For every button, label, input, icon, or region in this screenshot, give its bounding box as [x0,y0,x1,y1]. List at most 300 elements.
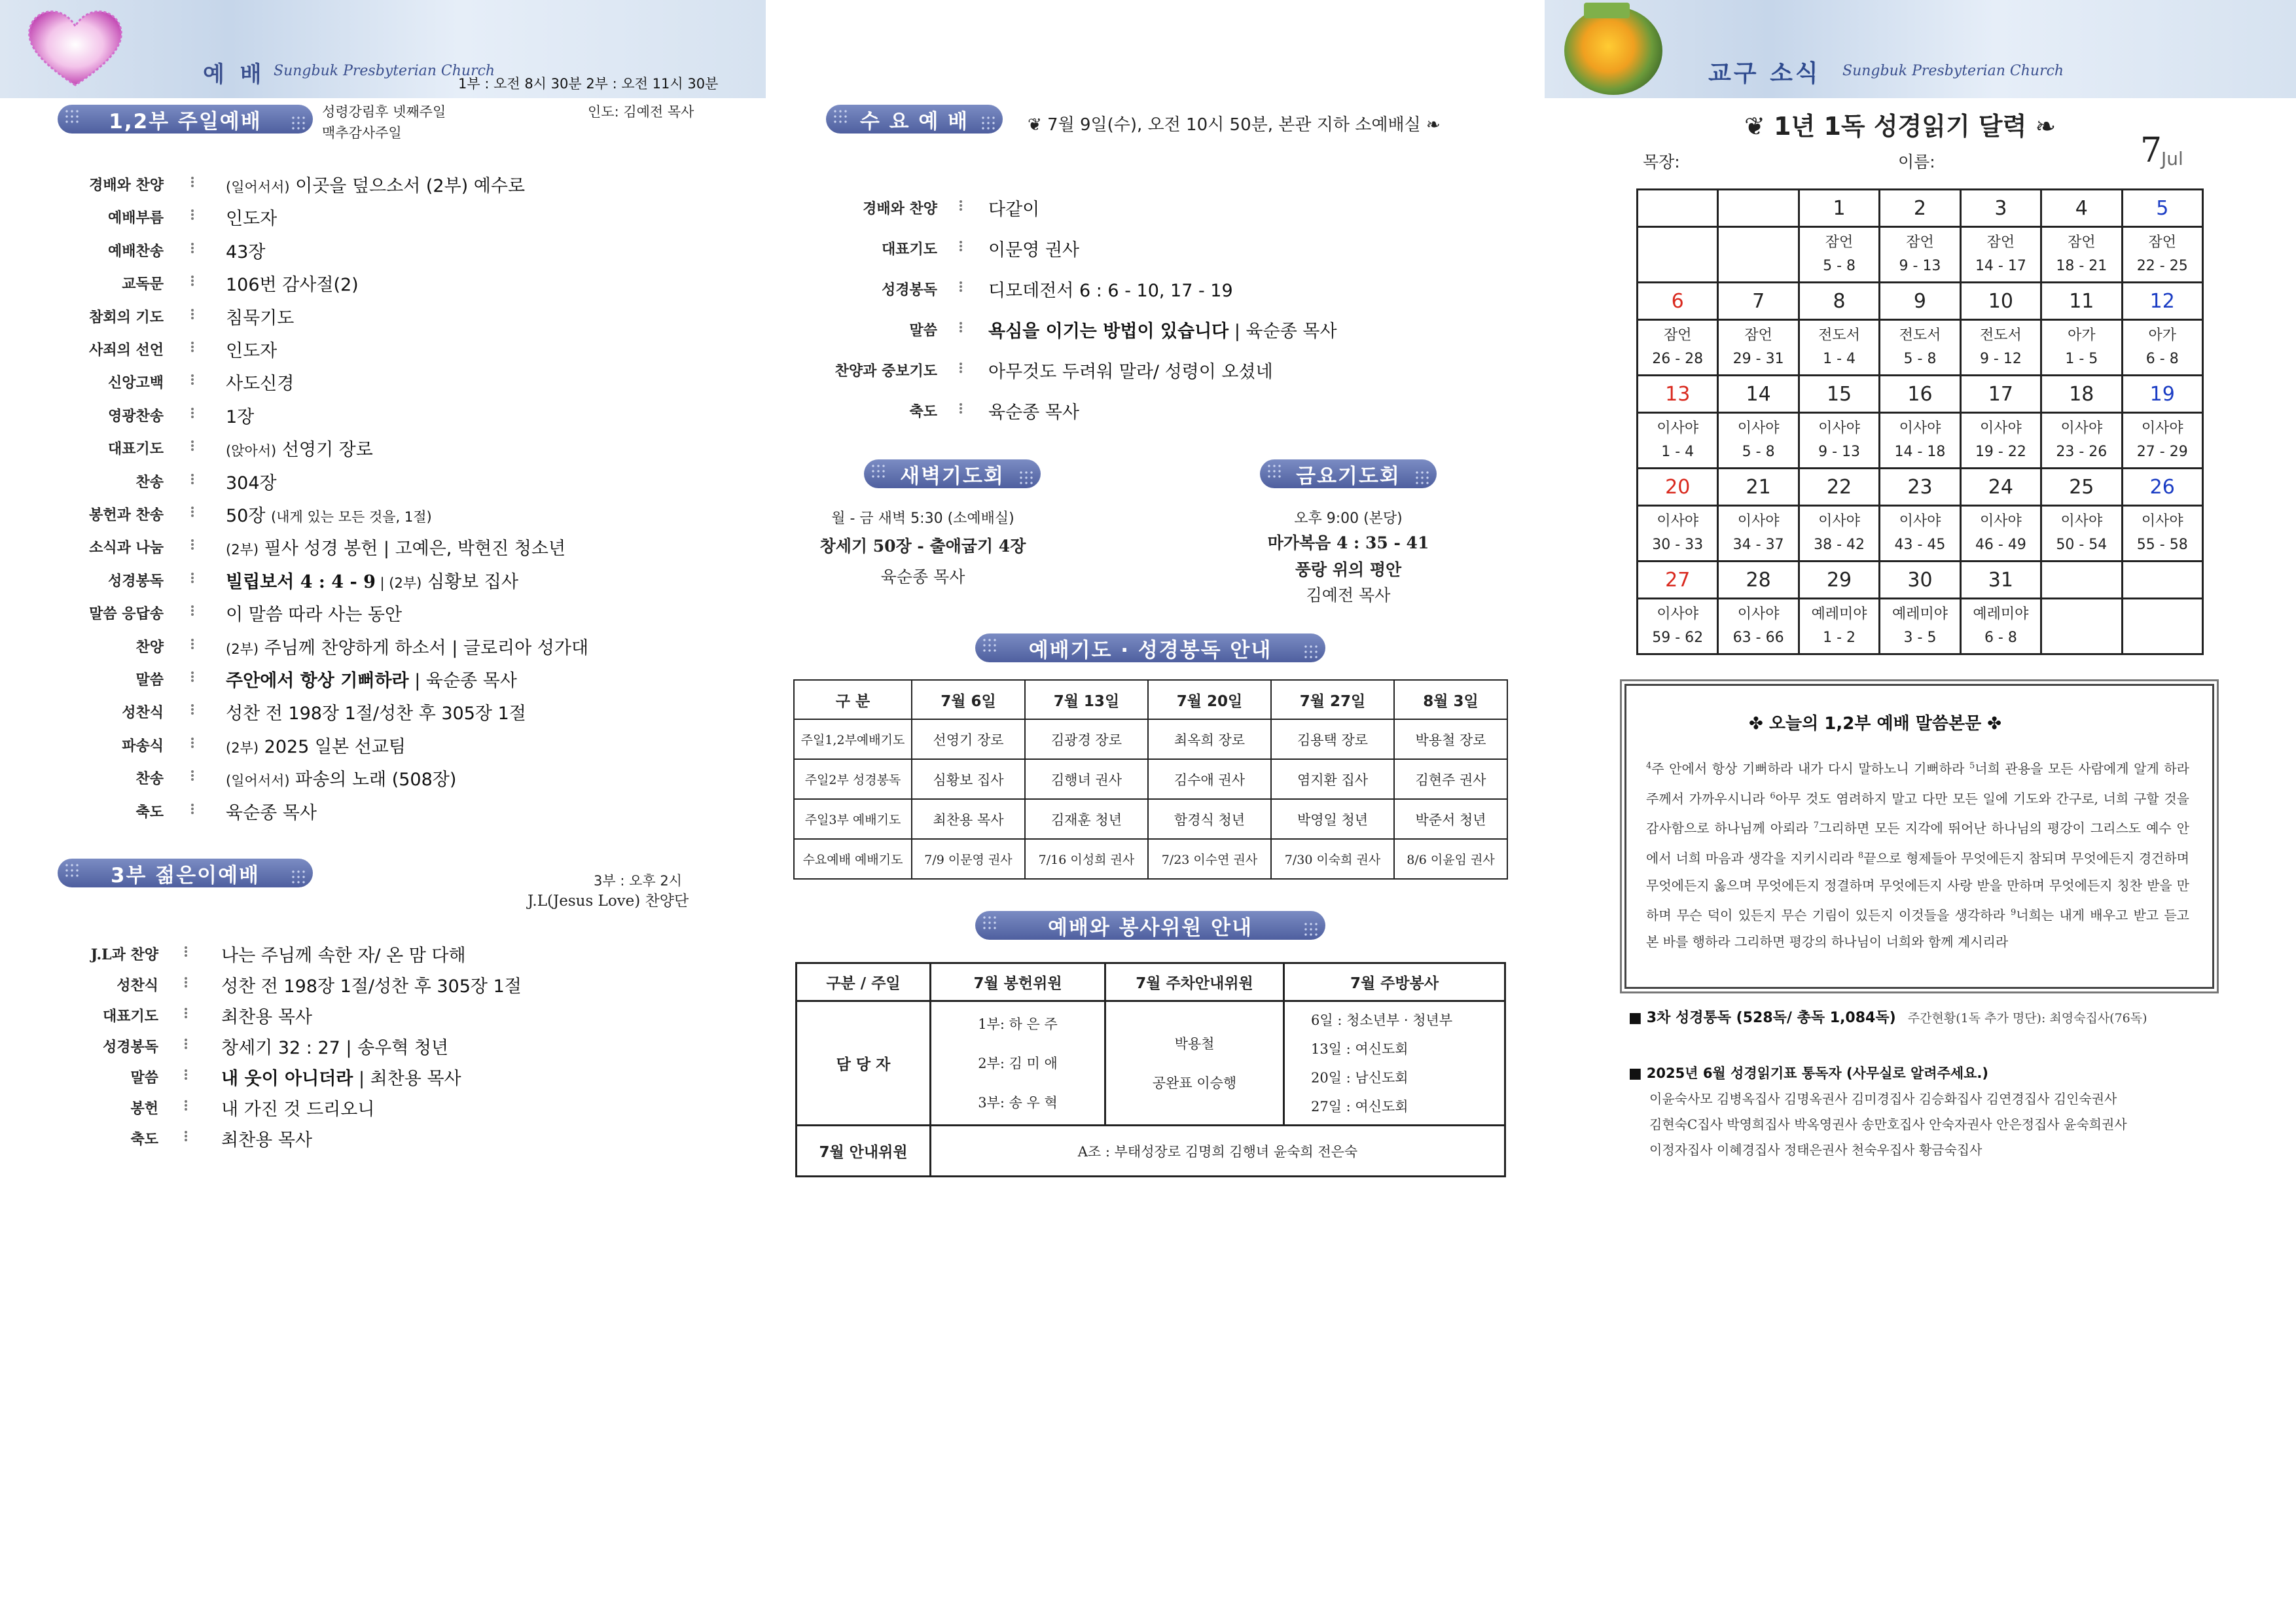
order-paren: (2부) [226,542,259,558]
order-bold: 주안에서 항상 기뻐하라 [226,671,409,691]
prayer-cell: 박준서 청년 [1394,799,1507,839]
calendar-date [2122,562,2202,599]
calendar-book: 예레미야 [1811,606,1867,622]
calendar-reading [1799,227,1879,283]
order-text: 창세기 32 : 27 | 송우혁 청년 [221,1038,449,1058]
order-value [226,304,294,329]
order-value [221,1095,374,1120]
youth-worship-time: 3부 : 오후 2시 [594,873,682,889]
table-row [794,759,1507,799]
divider-dots [191,243,198,253]
calendar-date: 14 [1718,376,1799,413]
dawn-prayer-time: 월 - 금 새벽 5:30 (소예배실) [831,510,1014,527]
dots-icon [1266,463,1281,478]
order-label: 봉헌과 찬송 [89,507,164,524]
calendar-chapters: 19 - 22 [1975,444,2026,460]
dots-icon [870,463,885,478]
parking-cell [1105,1001,1284,1126]
calendar-date: 26 [2122,469,2202,506]
dots-icon [833,109,847,123]
youth-worship-pill [58,859,313,887]
order-bold: 빌립보서 4 : 4 - 9 [226,571,376,592]
divider-dots [191,804,198,814]
prayer-cell: 심황보 집사 [912,759,1025,799]
prayer-header-cell: 7월 27일 [1271,680,1394,719]
order-label: 대표기도 [107,440,164,458]
verse-text: 끝으로 형제들아 무엇에든지 참되며 무엇에든지 경건하며 무엇에든지 옳으며 무엇에든지 정결하며 무엇에든지 사랑 받을 만하며 무엇에든지 칭찬 받을 만하며 무슨 덕이 있든지 무슨 기림이 있든지 이것들을 생각하라 [1646,850,2189,923]
prayer-cell: 7/30 이숙희 권사 [1271,839,1394,879]
calendar-date: 9 [1880,283,1960,320]
order-value [221,1064,461,1090]
calendar-chapters: 6 - 8 [2145,351,2179,367]
verse-number: 7 [1813,821,1819,831]
calendar-parish-label: 목장: [1643,152,1680,171]
calendar-date: 13 [1638,376,1718,413]
church-script-right: Sungbuk Presbyterian Church [1842,63,2064,79]
service-volunteer-table [795,962,1506,1177]
kitchen-item: 27일 : 여신도회 [1311,1098,1408,1115]
calendar-reading [1960,506,2041,562]
calendar-reading [2122,506,2202,562]
order-value [988,195,1039,221]
calendar-date-row [1638,376,2203,413]
order-value [226,501,432,527]
prayer-cell: 김광경 장로 [1025,719,1148,759]
calendar-reading-row [1638,413,2203,469]
order-label: 예배찬송 [107,242,164,260]
calendar-date: 11 [2041,283,2122,320]
calendar-book: 잠언 [1906,234,1934,251]
calendar-chapters: 6 - 8 [1984,630,2017,646]
order-text: 나는 주님께 속한 자/ 온 맘 다해 [221,946,466,966]
order-paren: (2부) [226,641,259,657]
order-text: 필사 성경 봉헌 | 고예은, 박현진 청소년 [264,539,566,560]
prayer-row-label: 수요예배 예배기도 [794,839,912,879]
kitchen-item: 6일 : 청소년부 · 청년부 [1311,1012,1453,1028]
divider-dots [185,1008,191,1018]
calendar-reading [2122,227,2202,283]
calendar-book: 이사야 [1818,513,1860,529]
calendar-date: 8 [1799,283,1879,320]
divider-dots [185,1039,191,1049]
friday-prayer-time: 오후 9:00 (본당) [1294,510,1403,527]
news-item-1-bold: 3차 성경통독 (528독/ 총독 1,084독) [1646,1010,1896,1026]
calendar-book: 이사야 [1737,513,1780,529]
order-label: 성찬식 [122,704,164,722]
prayer-cell: 7/9 이문영 권사 [912,839,1025,879]
order-text: 디모데전서 6 : 6 - 10, 17 - 19 [988,281,1233,301]
calendar-reading [1960,227,2041,283]
calendar-chapters: 34 - 37 [1732,537,1784,553]
service-header-cell: 7월 봉헌위원 [931,963,1105,1001]
calendar-date: 18 [2041,376,2122,413]
calendar-date-row [1638,283,2203,320]
divider-dots [191,770,198,781]
reader-names-line: 김현숙C집사 박영희집사 박옥영권사 송만호집사 안숙자권사 안은정집사 윤숙희권사 [1649,1116,2127,1132]
calendar-reading [1718,506,1799,562]
order-value [226,369,294,395]
divider-dots [191,704,198,715]
order-paren: (일어서서) [226,773,290,789]
verse-text: 그리하면 모든 지각에 뛰어난 하나님의 평강이 그리스도 예수 안에서 너희 마음과 생각을 지키시리라 [1646,820,2189,866]
prayer-cell: 박영일 청년 [1271,799,1394,839]
sermon-text-title: ✤ 오늘의 1,2부 예배 말씀본문 ✤ [1749,714,2002,734]
order-text: | 최찬용 목사 [353,1069,461,1089]
calendar-date-row [1638,469,2203,506]
dots-icon [982,637,996,652]
offering-item: 3부: 송 우 혁 [978,1094,1058,1111]
calendar-chapters: 9 - 13 [1818,444,1861,460]
service-header-cell: 7월 주방봉사 [1284,963,1505,1001]
friday-prayer-pill [1260,459,1437,488]
order-value [226,534,565,560]
prayer-cell: 김수애 권사 [1148,759,1271,799]
calendar-reading [1880,599,1960,654]
calendar-chapters: 5 - 8 [1742,444,1775,460]
calendar-chapters: 50 - 54 [2056,537,2108,553]
prayer-header-cell: 7월 13일 [1025,680,1148,719]
order-label: 성경봉독 [881,281,937,298]
calendar-date: 30 [1880,562,1960,599]
calendar-chapters: 63 - 66 [1732,630,1784,646]
dawn-prayer-leader: 육순종 목사 [880,567,965,586]
divider-dots [960,241,966,251]
order-text: 사도신경 [226,374,295,395]
prayer-cell: 김용택 장로 [1271,719,1394,759]
calendar-chapters: 9 - 13 [1899,258,1941,274]
calendar-chapters: 22 - 25 [2136,258,2188,274]
order-value [226,435,373,461]
reader-names-line: 이정자집사 이혜경집사 정태은권사 천숙우집사 황금숙집사 [1649,1142,1982,1158]
divider-dots [191,539,198,550]
calendar-chapters: 5 - 8 [1823,258,1856,274]
youth-worship-pill-label: 3부 젊은이예배 [110,863,260,887]
order-text: 최찬용 목사 [221,1130,312,1150]
bouquet-tag-icon [1584,3,1630,18]
dots-icon [1018,470,1033,484]
calendar-date: 22 [1799,469,1879,506]
divider-dots [960,281,966,292]
order-text: 50장 [226,506,266,526]
order-value [988,398,1079,423]
prayer-cell: 최찬용 목사 [912,799,1025,839]
dots-icon [291,115,305,130]
divider-dots [960,200,966,211]
order-text: 이 말씀 따라 사는 동안 [226,605,403,626]
order-paren: (2부) [226,740,259,756]
order-bold: 욕심을 이기는 방법이 있습니다 [988,321,1229,342]
reader-names [1649,1086,2212,1163]
order-label: 소식과 나눔 [89,539,164,557]
order-value [226,171,525,197]
order-label: 신앙고백 [107,374,164,392]
order-paren: (일어서서) [226,179,290,195]
calendar-reading-row [1638,599,2203,654]
order-text: 심황보 집사 [427,571,518,592]
divider-dots [185,1131,191,1141]
calendar-chapters: 27 - 29 [2136,444,2188,460]
news-item-1-rest: 주간현황(1독 추가 명단): 최영숙집사(76독) [1907,1011,2147,1026]
calendar-date-row [1638,190,2203,227]
calendar-book: 잠언 [2068,234,2096,251]
order-label: 파송식 [122,737,164,755]
order-bold: 내 웃이 아니더라 [221,1069,353,1089]
worship-times: 1부 : 오전 8시 30분 2부 : 오전 11시 30분 [458,76,719,92]
dots-icon [1303,644,1318,658]
friday-prayer-leader: 김예전 목사 [1306,586,1391,605]
main-worship-subtitle-1: 성령강림후 넷째주일 [322,104,446,120]
service-table-pill-label: 예배와 봉사위원 안내 [1047,916,1253,940]
verse-number: 8 [1857,850,1864,861]
dots-icon [64,863,79,877]
calendar-book: 이사야 [1899,420,1941,437]
calendar-reading [1638,599,1718,654]
calendar-reading [2122,599,2202,654]
calendar-reading [1880,227,1960,283]
sermon-text-verses [1646,753,2189,955]
verse-text: 너희 관용을 모든 사람에게 알게 하라 주께서 가까우시니라 [1646,760,2189,807]
calendar-book: 예레미야 [1892,606,1948,622]
dots-icon [64,109,79,123]
dawn-prayer-pill [864,459,1041,488]
divider-dots [191,507,198,517]
divider-dots [960,403,966,414]
calendar-date: 5 [2122,190,2202,227]
order-value [226,336,277,362]
news-title: 교구 소식 [1708,60,1821,87]
order-label: 경배와 찬양 [89,177,164,194]
calendar-chapters: 43 - 45 [1894,537,1946,553]
order-label: 영광찬송 [107,407,164,425]
table-row [794,839,1507,879]
order-text: 43장 [226,241,266,262]
order-text: 2025 일본 선교팀 [264,736,406,757]
calendar-reading [2041,413,2122,469]
parking-item: 박용철 [1174,1035,1215,1052]
table-header-row [794,680,1507,719]
guide-value: A조 : 부태성장로 김명희 김행녀 윤숙희 전은숙 [931,1126,1505,1177]
service-row-label: 담 당 자 [797,1001,931,1126]
divider-dots [185,1069,191,1080]
order-text: 인도자 [226,209,278,230]
calendar-reading [1799,413,1879,469]
order-label: 찬양 [135,638,164,656]
order-text: 아무것도 두려워 말라/ 성령이 오셨네 [988,362,1273,382]
order-label: 성경봉독 [102,1039,158,1056]
order-value [226,666,517,692]
calendar-reading [1799,599,1879,654]
calendar-month-num: 7 [2140,131,2162,170]
order-text: 육순종 목사 [988,402,1079,423]
reading-calendar [1636,188,2204,655]
table-header-row [797,963,1505,1001]
order-text: 이곳을 덮으소서 (2부) 예수로 [295,176,526,196]
calendar-date: 27 [1638,562,1718,599]
table-row [797,1001,1505,1126]
wednesday-pill [826,105,1003,134]
calendar-chapters: 55 - 58 [2136,537,2188,553]
bouquet-icon [1564,7,1662,95]
calendar-book: 이사야 [1737,606,1780,622]
order-text: 최찬용 목사 [221,1007,312,1027]
calendar-book: 잠언 [1986,234,2015,251]
order-label: 경배와 찬양 [863,200,937,217]
verse-text: 주 안에서 항상 기뻐하라 내가 다시 말하노니 기뻐하라 [1651,760,1969,777]
calendar-date: 19 [2122,376,2202,413]
divider-dots [185,1100,191,1111]
prayer-cell: 김현주 권사 [1394,759,1507,799]
calendar-chapters: 18 - 21 [2056,258,2108,274]
divider-dots [191,177,198,187]
calendar-chapters: 3 - 5 [1903,630,1937,646]
calendar-book: 이사야 [1980,420,2022,437]
divider-dots [191,573,198,583]
divider-dots [191,440,198,451]
calendar-reading [2122,320,2202,376]
calendar-reading [1799,506,1879,562]
calendar-reading [1638,227,1718,283]
calendar-date: 12 [2122,283,2202,320]
order-value [221,972,522,997]
youth-worship-choir: J.L(Jesus Love) 찬양단 [528,893,689,910]
calendar-title: ❦ 1년 1독 성경읽기 달력 ❧ [1744,112,2056,141]
divider-dots [191,639,198,649]
order-value [221,1126,312,1151]
dots-icon [1414,470,1429,484]
worship-title: 예 배 [203,62,266,88]
calendar-date: 10 [1960,283,2041,320]
calendar-book: 이사야 [1818,420,1860,437]
prayer-cell: 최옥희 장로 [1148,719,1271,759]
order-text: 파송의 노래 (508장) [295,770,457,791]
offering-item: 2부: 김 미 애 [978,1055,1058,1071]
order-text: 106번 감사절(2) [226,275,359,296]
order-value [226,204,277,230]
calendar-book: 전도서 [1899,327,1941,344]
calendar-reading [2041,227,2122,283]
order-value [988,276,1233,302]
calendar-reading [1718,599,1799,654]
order-label: 참회의 기도 [89,308,164,326]
order-value [226,699,526,724]
calendar-reading [2041,599,2122,654]
order-label: 축도 [130,1131,158,1148]
order-text: 성찬 전 198장 1절/성찬 후 305장 1절 [221,976,522,997]
wednesday-pill-label: 수 요 예 배 [859,109,969,134]
calendar-book: 예레미야 [1973,606,2029,622]
calendar-book: 잠언 [2148,234,2177,251]
order-label: 교독문 [122,276,164,293]
order-value [221,941,466,967]
dots-icon [291,869,305,883]
calendar-reading [1880,506,1960,562]
calendar-book: 이사야 [1899,513,1941,529]
divider-dots [191,408,198,418]
verse-number: 4 [1646,761,1652,771]
calendar-chapters: 29 - 31 [1732,351,1784,367]
prayer-cell: 7/23 이수연 권사 [1148,839,1271,879]
calendar-date: 24 [1960,469,2041,506]
divider-dots [191,209,198,220]
calendar-date [1638,190,1718,227]
order-text: 성찬 전 198장 1절/성찬 후 305장 1절 [226,704,526,724]
prayer-cell: 선영기 장로 [912,719,1025,759]
calendar-chapters: 30 - 33 [1652,537,1704,553]
verse-number: 6 [1770,791,1776,801]
dawn-prayer-pill-label: 새벽기도회 [900,464,1005,488]
kitchen-item: 13일 : 여신도회 [1311,1041,1408,1057]
order-text: 1장 [226,406,255,427]
verse-text: 너희는 내게 배우고 받고 듣고 본 바를 행하라 그리하면 평강의 하나님이 너희와 함께 계시리라 [1646,907,2189,950]
order-label: 축도 [909,403,937,420]
calendar-date: 31 [1960,562,2041,599]
calendar-date: 7 [1718,283,1799,320]
news-item-2-bold: 2025년 6월 성경읽기표 통독자 (사무실로 알려주세요.) [1646,1065,1989,1081]
calendar-chapters: 26 - 28 [1652,351,1704,367]
prayer-table-pill-label: 예배기도 · 성경봉독 안내 [1028,638,1272,662]
calendar-date-row [1638,562,2203,599]
order-text: | 육순종 목사 [408,671,517,691]
calendar-reading [1880,413,1960,469]
divider-dots [185,977,191,988]
divider-dots [191,342,198,352]
divider-dots [191,605,198,616]
order-value [226,633,588,659]
service-table-pill [975,911,1325,940]
order-text: 내 가진 것 드리오니 [221,1099,375,1120]
prayer-row-label: 주일1,2부예배기도 [794,719,912,759]
order-text: 다같이 [988,200,1040,220]
calendar-chapters: 5 - 8 [1903,351,1937,367]
prayer-header-cell: 7월 20일 [1148,680,1271,719]
calendar-month-eng: Jul [2161,148,2183,169]
calendar-date [1718,190,1799,227]
calendar-date: 29 [1799,562,1879,599]
calendar-book: 아가 [2068,327,2096,344]
order-text: 주님께 찬양하게 하소서 | 글로리아 성가대 [264,637,589,658]
prayer-row-label: 주일2부 성경봉독 [794,759,912,799]
prayer-header-cell: 8월 3일 [1394,680,1507,719]
order-value [226,270,359,296]
calendar-date: 4 [2041,190,2122,227]
calendar-date: 17 [1960,376,2041,413]
offering-item: 1부: 하 은 주 [978,1016,1058,1032]
calendar-reading [1880,320,1960,376]
order-label: 봉헌 [130,1100,158,1117]
calendar-reading [1638,413,1718,469]
calendar-chapters: 1 - 4 [1823,351,1856,367]
calendar-reading [2041,320,2122,376]
order-value [226,567,518,593]
order-label: 찬송 [135,770,164,788]
wednesday-info: ❦ 7월 9일(수), 오전 10시 50분, 본관 지하 소예배실 ❧ [1028,115,1441,135]
calendar-chapters: 1 - 2 [1823,630,1856,646]
verse-number: 5 [1969,761,1975,771]
divider-dots [191,738,198,748]
order-text: | 육순종 목사 [1229,321,1337,342]
friday-prayer-pill-label: 금요기도회 [1296,464,1401,488]
order-label: 말씀 [130,1069,158,1086]
offering-cell [931,1001,1105,1126]
prayer-table-pill [975,633,1325,662]
divider-dots [185,946,191,957]
main-worship-subtitle-2: 맥추감사주일 [322,125,402,141]
order-label: 대표기도 [881,241,937,258]
calendar-reading [1718,320,1799,376]
calendar-book: 이사야 [1657,606,1699,622]
order-label: 축도 [135,803,164,821]
order-value [226,798,317,824]
